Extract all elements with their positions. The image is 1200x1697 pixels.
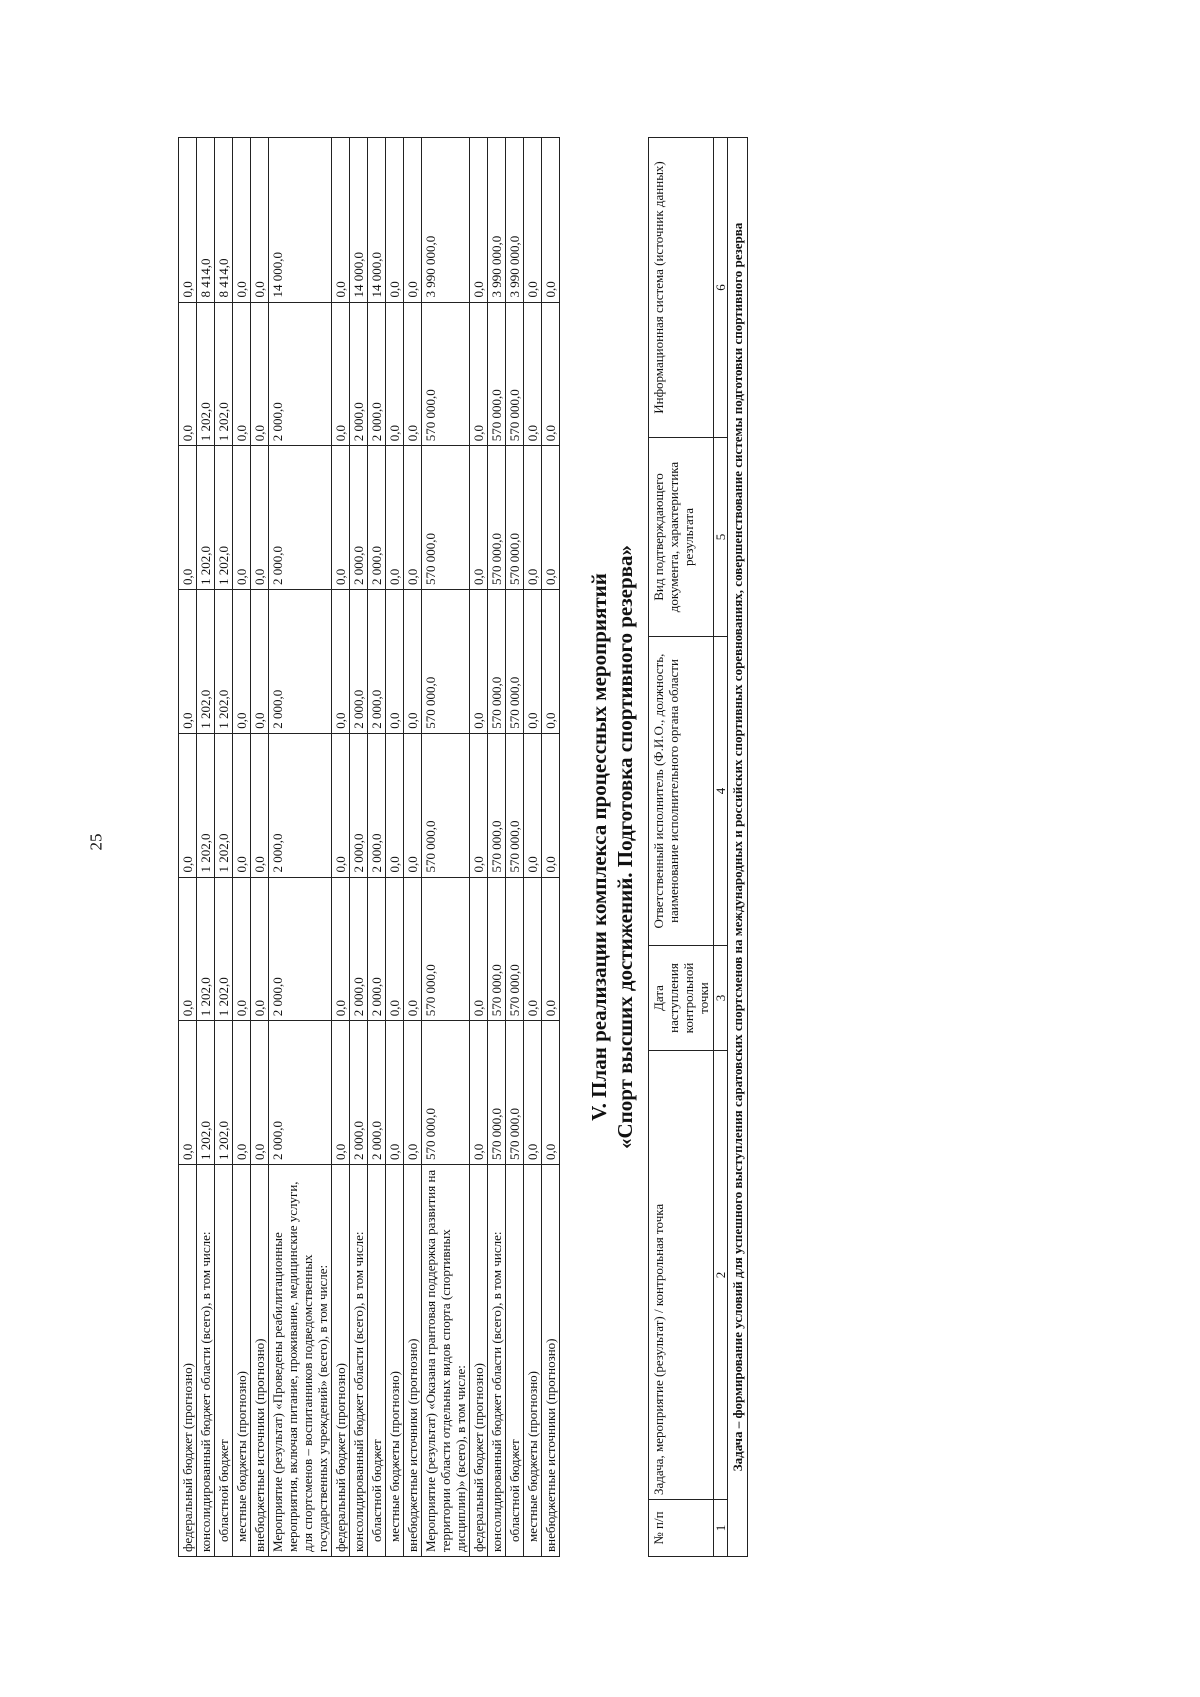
budget-row <box>251 138 269 1557</box>
budget-cell-value: 14 000,0 <box>368 138 386 303</box>
plan-header-row <box>649 138 714 1557</box>
budget-cell-value: 570 000,0 <box>488 590 506 734</box>
budget-cell-value: 570 000,0 <box>422 733 470 877</box>
budget-cell-value: 2 000,0 <box>269 590 332 734</box>
budget-cell-value: 0,0 <box>542 302 560 446</box>
budget-row <box>350 138 368 1557</box>
budget-cell-value: 0,0 <box>233 446 251 590</box>
budget-cell-value: 570 000,0 <box>506 1021 524 1165</box>
budget-cell-value: 570 000,0 <box>506 446 524 590</box>
budget-cell-value: 0,0 <box>404 138 422 303</box>
budget-cell-value: 2 000,0 <box>350 590 368 734</box>
budget-cell-value: 0,0 <box>251 590 269 734</box>
budget-cell-value: 3 990 000,0 <box>506 138 524 303</box>
column-number: 4 <box>714 637 728 946</box>
budget-cell-value: 8 414,0 <box>215 138 233 303</box>
budget-cell-value: 1 202,0 <box>197 1021 215 1165</box>
header-task: Задача, мероприятие (результат) / контрольная точка <box>649 1051 714 1500</box>
budget-cell-value: 2 000,0 <box>350 877 368 1021</box>
budget-cell-value: 1 202,0 <box>215 877 233 1021</box>
budget-cell-value: 0,0 <box>251 1021 269 1165</box>
header-document: Вид подтверждающего документа, характеристика результата <box>649 438 714 637</box>
budget-cell-value: 0,0 <box>233 1021 251 1165</box>
budget-row <box>269 138 332 1557</box>
budget-cell-value: 570 000,0 <box>422 302 470 446</box>
budget-cell-value: 0,0 <box>332 733 350 877</box>
budget-cell-value: 1 202,0 <box>197 877 215 1021</box>
budget-cell-value: 2 000,0 <box>269 302 332 446</box>
budget-cell-value: 0,0 <box>470 877 488 1021</box>
budget-row <box>422 138 470 1557</box>
budget-cell-value: 0,0 <box>332 446 350 590</box>
budget-cell-value: 0,0 <box>233 877 251 1021</box>
column-number: 5 <box>714 438 728 637</box>
budget-row <box>368 138 386 1557</box>
budget-cell-value: 2 000,0 <box>368 302 386 446</box>
budget-cell-value: 570 000,0 <box>488 302 506 446</box>
budget-row-label: местные бюджеты (прогнозно) <box>524 1165 542 1557</box>
plan-column-numbers-row <box>714 138 728 1557</box>
budget-cell-value: 1 202,0 <box>215 733 233 877</box>
budget-row <box>386 138 404 1557</box>
budget-cell-value: 570 000,0 <box>506 733 524 877</box>
task-description: Задача – формирование условий для успешного выступления саратовских спортсменов на международных и российских спортивных соревнованиях, совершенствование системы подготовки спортивного резерва <box>728 138 748 1557</box>
budget-row <box>542 138 560 1557</box>
budget-row-label: областной бюджет <box>215 1165 233 1557</box>
budget-cell-value: 1 202,0 <box>197 302 215 446</box>
budget-cell-value: 0,0 <box>524 877 542 1021</box>
budget-row-label: консолидированный бюджет области (всего), в том числе: <box>488 1165 506 1557</box>
budget-row <box>506 138 524 1557</box>
header-date: Дата наступления контрольной точки <box>649 946 714 1051</box>
budget-cell-value: 0,0 <box>233 138 251 303</box>
budget-cell-value: 0,0 <box>542 446 560 590</box>
budget-cell-value: 3 990 000,0 <box>422 138 470 303</box>
budget-row <box>197 138 215 1557</box>
budget-row <box>179 138 197 1557</box>
budget-cell-value: 0,0 <box>386 138 404 303</box>
budget-cell-value: 0,0 <box>332 1021 350 1165</box>
budget-cell-value: 0,0 <box>179 590 197 734</box>
budget-cell-value: 2 000,0 <box>368 590 386 734</box>
column-number: 2 <box>714 1051 728 1500</box>
budget-cell-value: 0,0 <box>251 446 269 590</box>
budget-row <box>470 138 488 1557</box>
budget-cell-value: 0,0 <box>332 302 350 446</box>
budget-cell-value: 2 000,0 <box>269 733 332 877</box>
budget-cell-value: 0,0 <box>404 877 422 1021</box>
budget-row-label: федеральный бюджет (прогнозно) <box>332 1165 350 1557</box>
plan-table <box>648 137 748 1557</box>
budget-cell-value: 0,0 <box>386 733 404 877</box>
budget-row-label: федеральный бюджет (прогнозно) <box>179 1165 197 1557</box>
budget-cell-value: 0,0 <box>386 302 404 446</box>
budget-cell-value: 0,0 <box>470 1021 488 1165</box>
budget-cell-value: 0,0 <box>524 138 542 303</box>
budget-cell-value: 2 000,0 <box>350 1021 368 1165</box>
budget-cell-value: 2 000,0 <box>269 877 332 1021</box>
budget-row-label: областной бюджет <box>368 1165 386 1557</box>
budget-cell-value: 570 000,0 <box>422 1021 470 1165</box>
page-number: 25 <box>86 833 106 851</box>
budget-cell-value: 0,0 <box>386 590 404 734</box>
budget-cell-value: 2 000,0 <box>350 446 368 590</box>
header-executor: Ответственный исполнитель (Ф.И.О., должность, наименование исполнительного органа области <box>649 637 714 946</box>
budget-cell-value: 0,0 <box>251 302 269 446</box>
section-title <box>586 137 638 1557</box>
header-info-system: Информационная система (источник данных) <box>649 138 714 438</box>
budget-cell-value: 570 000,0 <box>422 446 470 590</box>
budget-cell-value: 0,0 <box>233 590 251 734</box>
budget-cell-value: 14 000,0 <box>350 138 368 303</box>
budget-cell-value: 570 000,0 <box>488 877 506 1021</box>
budget-cell-value: 0,0 <box>179 446 197 590</box>
budget-row-label: консолидированный бюджет области (всего), в том числе: <box>197 1165 215 1557</box>
budget-cell-value: 0,0 <box>233 302 251 446</box>
plan-task-row <box>728 138 748 1557</box>
budget-cell-value: 2 000,0 <box>368 1021 386 1165</box>
budget-cell-value: 0,0 <box>542 590 560 734</box>
budget-cell-value: 0,0 <box>524 1021 542 1165</box>
budget-cell-value: 1 202,0 <box>215 302 233 446</box>
budget-cell-value: 0,0 <box>542 1021 560 1165</box>
budget-cell-value: 0,0 <box>179 1021 197 1165</box>
budget-cell-value: 0,0 <box>470 138 488 303</box>
budget-cell-value: 0,0 <box>524 590 542 734</box>
budget-cell-value: 0,0 <box>470 302 488 446</box>
budget-row-label: местные бюджеты (прогнозно) <box>386 1165 404 1557</box>
budget-cell-value: 570 000,0 <box>422 877 470 1021</box>
budget-cell-value: 0,0 <box>542 733 560 877</box>
column-number: 1 <box>714 1500 728 1557</box>
budget-table <box>178 137 560 1557</box>
budget-row-label: Мероприятие (результат) «Оказана грантовая поддержка развития на территории области отдельных видов спорта (спортивных дисциплин)» (всего), в том числе: <box>422 1165 470 1557</box>
budget-row-label: федеральный бюджет (прогнозно) <box>470 1165 488 1557</box>
budget-row-label: местные бюджеты (прогнозно) <box>233 1165 251 1557</box>
budget-cell-value: 0,0 <box>404 733 422 877</box>
budget-cell-value: 0,0 <box>179 733 197 877</box>
budget-cell-value: 570 000,0 <box>506 877 524 1021</box>
budget-cell-value: 0,0 <box>470 446 488 590</box>
budget-row <box>488 138 506 1557</box>
budget-cell-value: 0,0 <box>404 302 422 446</box>
budget-row-label: консолидированный бюджет области (всего), в том числе: <box>350 1165 368 1557</box>
rotated-page-content <box>178 117 768 1557</box>
budget-row-label: внебюджетные источники (прогнозно) <box>542 1165 560 1557</box>
budget-cell-value: 0,0 <box>470 590 488 734</box>
budget-row <box>404 138 422 1557</box>
budget-cell-value: 2 000,0 <box>269 1021 332 1165</box>
budget-cell-value: 2 000,0 <box>368 446 386 590</box>
budget-cell-value: 0,0 <box>179 877 197 1021</box>
budget-cell-value: 0,0 <box>542 877 560 1021</box>
budget-cell-value: 2 000,0 <box>269 446 332 590</box>
section-title-line-1: V. План реализации комплекса процессных мероприятий <box>587 573 611 1121</box>
budget-cell-value: 570 000,0 <box>488 1021 506 1165</box>
budget-cell-value: 1 202,0 <box>197 590 215 734</box>
budget-cell-value: 2 000,0 <box>368 733 386 877</box>
budget-cell-value: 3 990 000,0 <box>488 138 506 303</box>
budget-row <box>215 138 233 1557</box>
budget-cell-value: 0,0 <box>470 733 488 877</box>
budget-cell-value: 0,0 <box>404 590 422 734</box>
budget-cell-value: 0,0 <box>404 1021 422 1165</box>
budget-cell-value: 0,0 <box>386 1021 404 1165</box>
budget-cell-value: 0,0 <box>251 138 269 303</box>
budget-cell-value: 2 000,0 <box>350 302 368 446</box>
budget-cell-value: 0,0 <box>386 877 404 1021</box>
budget-cell-value: 0,0 <box>179 138 197 303</box>
budget-cell-value: 0,0 <box>251 877 269 1021</box>
budget-row <box>332 138 350 1557</box>
budget-cell-value: 1 202,0 <box>215 590 233 734</box>
budget-cell-value: 1 202,0 <box>215 1021 233 1165</box>
column-number: 6 <box>714 138 728 438</box>
section-title-line-2: «Спорт высших достижений. Подготовка спортивного резерва» <box>613 545 637 1149</box>
budget-cell-value: 0,0 <box>233 733 251 877</box>
budget-row-label: внебюджетные источники (прогнозно) <box>251 1165 269 1557</box>
budget-cell-value: 0,0 <box>251 733 269 877</box>
budget-cell-value: 2 000,0 <box>350 733 368 877</box>
budget-cell-value: 0,0 <box>524 733 542 877</box>
budget-row-label: областной бюджет <box>506 1165 524 1557</box>
budget-cell-value: 0,0 <box>179 302 197 446</box>
budget-cell-value: 570 000,0 <box>488 446 506 590</box>
budget-row-label: Мероприятие (результат) «Проведены реабилитационные мероприятия, включая питание, проживание, медицинские услуги, для спортсменов – воспитанников подведомственных государственных учреждений» (всего), в том числе: <box>269 1165 332 1557</box>
budget-cell-value: 570 000,0 <box>422 590 470 734</box>
budget-cell-value: 570 000,0 <box>488 733 506 877</box>
budget-cell-value: 1 202,0 <box>197 446 215 590</box>
budget-cell-value: 0,0 <box>332 590 350 734</box>
budget-cell-value: 570 000,0 <box>506 302 524 446</box>
budget-cell-value: 570 000,0 <box>506 590 524 734</box>
budget-cell-value: 14 000,0 <box>269 138 332 303</box>
budget-cell-value: 0,0 <box>404 446 422 590</box>
budget-cell-value: 8 414,0 <box>197 138 215 303</box>
budget-cell-value: 0,0 <box>524 446 542 590</box>
budget-cell-value: 2 000,0 <box>368 877 386 1021</box>
budget-row <box>233 138 251 1557</box>
column-number: 3 <box>714 946 728 1051</box>
budget-cell-value: 0,0 <box>332 877 350 1021</box>
budget-row-label: внебюджетные источники (прогнозно) <box>404 1165 422 1557</box>
budget-cell-value: 0,0 <box>332 138 350 303</box>
budget-cell-value: 0,0 <box>542 138 560 303</box>
header-number: № п/п <box>649 1500 714 1557</box>
budget-cell-value: 1 202,0 <box>215 446 233 590</box>
budget-cell-value: 0,0 <box>524 302 542 446</box>
budget-cell-value: 0,0 <box>386 446 404 590</box>
budget-cell-value: 1 202,0 <box>197 733 215 877</box>
budget-row <box>524 138 542 1557</box>
